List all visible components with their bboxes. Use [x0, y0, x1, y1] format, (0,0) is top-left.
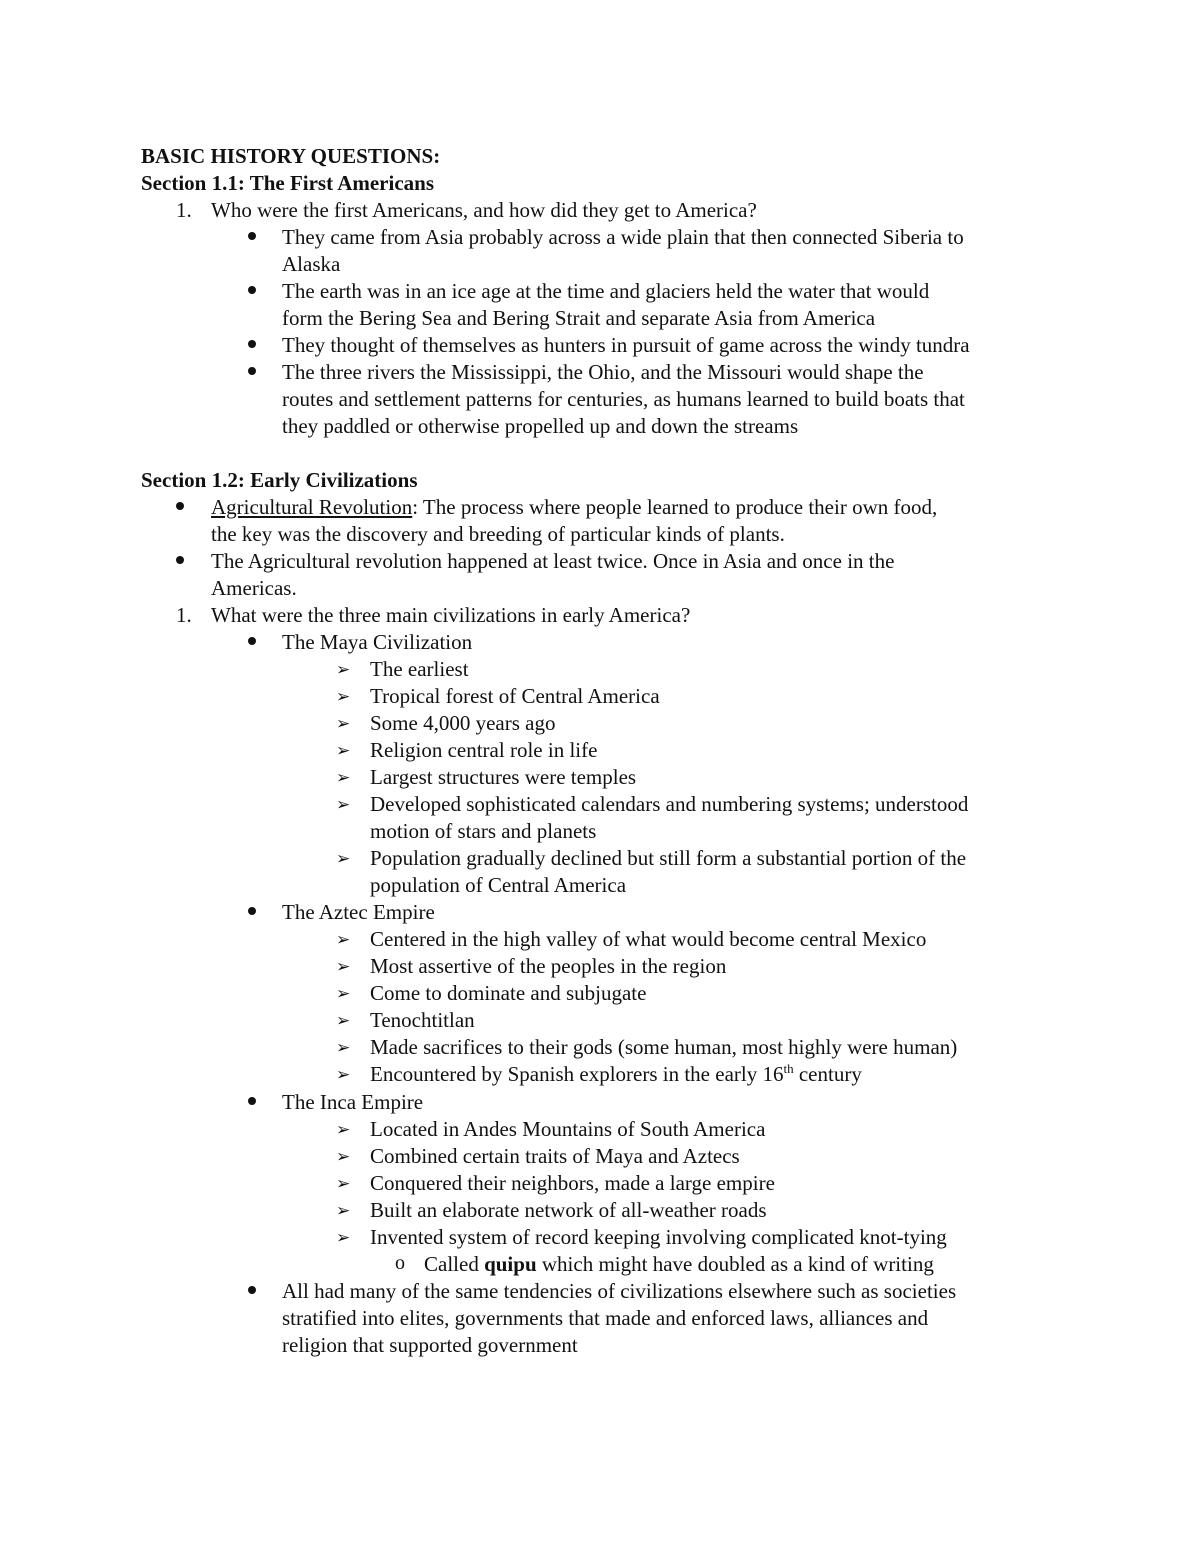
- bullet-icon: [248, 367, 256, 375]
- bullet-icon: [248, 1097, 256, 1105]
- list-item-continued: form the Bering Sea and Bering Strait and separate Asia from America: [282, 306, 876, 330]
- section-heading-1-2: Section 1.2: Early Civilizations: [141, 468, 418, 492]
- term-definition: : The process where people learned to produce their own food,: [412, 495, 938, 519]
- list-item: The Agricultural revolution happened at least twice. Once in Asia and once in the: [211, 549, 895, 573]
- arrow-bullet-icon: ➢: [336, 1201, 351, 1221]
- list-item-text: Encountered by Spanish explorers in the early 16: [370, 1062, 784, 1086]
- list-item: Combined certain traits of Maya and Aztecs: [370, 1144, 740, 1168]
- list-item-continued: they paddled or otherwise propelled up and down the streams: [282, 414, 799, 438]
- arrow-bullet-icon: ➢: [336, 1120, 351, 1140]
- bullet-icon: [248, 1286, 256, 1294]
- arrow-bullet-icon: ➢: [336, 1011, 351, 1031]
- bullet-icon: [248, 340, 256, 348]
- list-item-continued: population of Central America: [370, 873, 627, 897]
- arrow-bullet-icon: ➢: [336, 768, 351, 788]
- civilization-title: The Aztec Empire: [282, 900, 435, 924]
- arrow-bullet-icon: ➢: [336, 687, 351, 707]
- list-item: Made sacrifices to their gods (some human, most highly were human): [370, 1035, 958, 1059]
- civilization-title: The Inca Empire: [282, 1090, 424, 1114]
- list-item-continued: Alaska: [282, 252, 341, 276]
- list-item: The earth was in an ice age at the time and glaciers held the water that would: [282, 279, 930, 303]
- arrow-bullet-icon: ➢: [336, 795, 351, 815]
- list-item: [370, 1061, 862, 1088]
- sub-list-item-text: which might have doubled as a kind of writing: [536, 1252, 934, 1276]
- list-item: Population gradually declined but still form a substantial portion of the: [370, 846, 967, 870]
- list-item: [211, 494, 937, 521]
- list-item-continued: routes and settlement patterns for centuries, as humans learned to build boats that: [282, 387, 965, 411]
- term-quipu: quipu: [484, 1252, 537, 1276]
- question-text: What were the three main civilizations in early America?: [211, 603, 691, 627]
- list-item: The three rivers the Mississippi, the Ohio, and the Missouri would shape the: [282, 360, 924, 384]
- list-item: All had many of the same tendencies of civilizations elsewhere such as societies: [282, 1279, 957, 1303]
- bullet-icon: [248, 286, 256, 294]
- arrow-bullet-icon: ➢: [336, 741, 351, 761]
- list-item-continued: religion that supported government: [282, 1333, 578, 1357]
- list-item: Most assertive of the peoples in the region: [370, 954, 727, 978]
- bullet-icon: [248, 232, 256, 240]
- question-text: Who were the first Americans, and how did they get to America?: [211, 198, 757, 222]
- arrow-bullet-icon: ➢: [336, 984, 351, 1004]
- list-item-continued: stratified into elites, governments that made and enforced laws, alliances and: [282, 1306, 929, 1330]
- list-item-text: century: [793, 1062, 862, 1086]
- document-title: BASIC HISTORY QUESTIONS:: [141, 144, 441, 168]
- arrow-bullet-icon: ➢: [336, 1174, 351, 1194]
- bullet-icon: [248, 907, 256, 915]
- arrow-bullet-icon: ➢: [336, 660, 351, 680]
- sub-list-item-text: Called: [424, 1252, 485, 1276]
- list-item: Centered in the high valley of what would become central Mexico: [370, 927, 927, 951]
- term-agricultural-revolution: Agricultural Revolution: [211, 495, 413, 519]
- bullet-icon: [176, 556, 184, 564]
- arrow-bullet-icon: ➢: [336, 1038, 351, 1058]
- list-item: Tenochtitlan: [370, 1008, 475, 1032]
- bullet-icon: [176, 502, 184, 510]
- list-item: They came from Asia probably across a wide plain that then connected Siberia to: [282, 225, 964, 249]
- list-item: Built an elaborate network of all-weather roads: [370, 1198, 767, 1222]
- list-item: Developed sophisticated calendars and numbering systems; understood: [370, 792, 969, 816]
- civilization-title: The Maya Civilization: [282, 630, 473, 654]
- list-item: Located in Andes Mountains of South America: [370, 1117, 766, 1141]
- list-item: They thought of themselves as hunters in pursuit of game across the windy tundra: [282, 333, 970, 357]
- arrow-bullet-icon: ➢: [336, 930, 351, 950]
- list-item-continued: Americas.: [211, 576, 297, 600]
- arrow-bullet-icon: ➢: [336, 1147, 351, 1167]
- list-item: Come to dominate and subjugate: [370, 981, 647, 1005]
- list-item: Largest structures were temples: [370, 765, 637, 789]
- list-item: Invented system of record keeping involving complicated knot-tying: [370, 1225, 947, 1249]
- question-number: 1.: [176, 603, 192, 627]
- circle-bullet-icon: o: [395, 1252, 405, 1274]
- list-item: Some 4,000 years ago: [370, 711, 556, 735]
- list-item: Tropical forest of Central America: [370, 684, 660, 708]
- arrow-bullet-icon: ➢: [336, 714, 351, 734]
- superscript: th: [783, 1061, 794, 1076]
- arrow-bullet-icon: ➢: [336, 1228, 351, 1248]
- arrow-bullet-icon: ➢: [336, 849, 351, 869]
- arrow-bullet-icon: ➢: [336, 957, 351, 977]
- sub-list-item: [424, 1251, 934, 1278]
- list-item: The earliest: [370, 657, 469, 681]
- arrow-bullet-icon: ➢: [336, 1065, 351, 1085]
- list-item-continued: the key was the discovery and breeding of particular kinds of plants.: [211, 522, 785, 546]
- bullet-icon: [248, 637, 256, 645]
- section-heading-1-1: Section 1.1: The First Americans: [141, 171, 434, 195]
- question-number: 1.: [176, 198, 192, 222]
- list-item: Conquered their neighbors, made a large empire: [370, 1171, 775, 1195]
- list-item: Religion central role in life: [370, 738, 598, 762]
- list-item-continued: motion of stars and planets: [370, 819, 597, 843]
